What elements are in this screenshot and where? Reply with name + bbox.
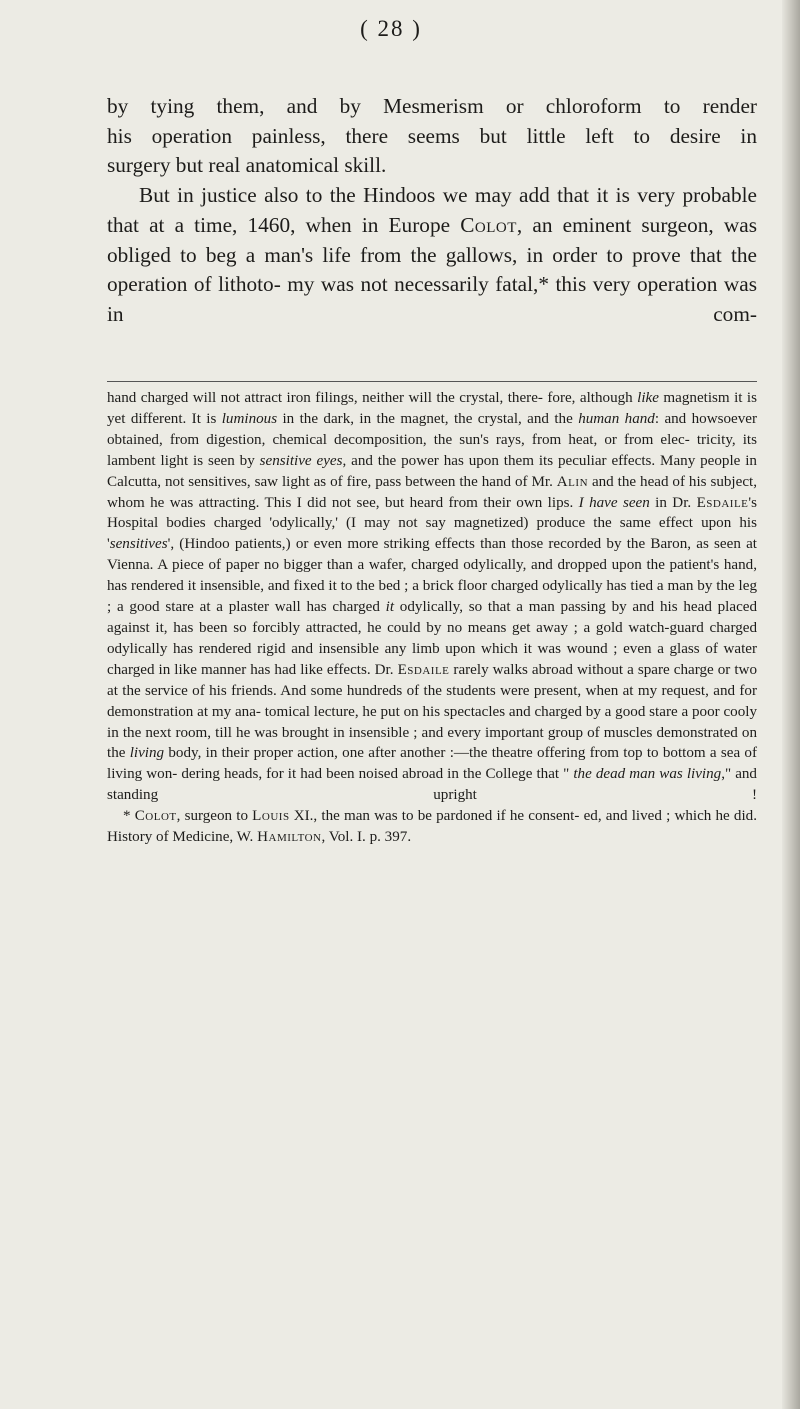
footnote-text: rarely walks abroad without a spare charge or two at the service of his friends. And some hundreds of the students were present, when at my request, and for demonstration at my ana- tomical lecture, he put on his spectacles and charged by a good stare a poor cooly in the next room, till he was brought in insensible ; and every important group of muscles demonstrated on the bbox=[107, 661, 757, 762]
main-text bbox=[107, 92, 757, 330]
footnote-text: magnetism it is yet different. It is bbox=[107, 390, 758, 427]
footnote-italic: the dead man was living bbox=[573, 766, 722, 783]
name-esdaile: Esdaile bbox=[696, 494, 749, 511]
name-hamilton: Hamilton bbox=[257, 829, 322, 846]
main-text-line: surgery but real anatomical skill. bbox=[107, 153, 387, 178]
footnote-italic: I have seen bbox=[578, 494, 650, 511]
footnote-italic: living bbox=[129, 745, 165, 762]
footnote-text: 's Hospital bodies charged 'odylically,' (I may not say magnetized) produce the same effect upon his ' bbox=[107, 494, 757, 553]
main-text-line: his operation painless, there seems but little left to desire in bbox=[107, 123, 757, 148]
name-louis: Louis bbox=[252, 808, 290, 825]
footnote-text: ', (Hindoo patients,) or even more striking effects than those recorded by the Baron, as seen at Vienna. A piece of paper no bigger than a wafer, charged odylically, and dropped upon the patient's hand, has rendered it insensible, and fixed it to the bed ; a brick floor charged odylically has tied a man by the leg ; a good stare at a plaster wall has charged bbox=[107, 536, 757, 616]
footnote-italic: like bbox=[637, 390, 659, 406]
page-edge-shadow bbox=[782, 0, 800, 1409]
footnote-italic: it bbox=[385, 599, 395, 616]
footnote-text: , Vol. I. p. 397. bbox=[321, 829, 412, 846]
name-esdaile: Esdaile bbox=[397, 661, 450, 678]
footnote-text: , and the power has upon them its peculiar effects. Many people in Calcutta, not sensitives, saw light as of fire, pass between the hand of Mr. bbox=[107, 452, 757, 490]
footnote-italic: luminous bbox=[221, 410, 278, 427]
name-colot: Colot bbox=[460, 212, 517, 237]
footnote-text: : and howsoever obtained, from digestion, chemical decomposition, the sun's rays, from heat, or from elec- tricity, its lambent light is seen by bbox=[107, 410, 758, 469]
footnote-text: in the dark, in the magnet, the crystal, and the bbox=[277, 410, 579, 427]
footnote-text: body, in their proper action, one after another :—the theatre offering from top to bottom a sea of living won- dering heads, for it had been noised abroad in the College that " bbox=[107, 745, 757, 783]
footnote-text: ," and standing upright ! bbox=[107, 766, 757, 804]
footnote-text: in Dr. bbox=[649, 494, 697, 511]
footnote-italic: sensitives bbox=[109, 536, 168, 553]
main-paragraph-2 bbox=[107, 181, 757, 330]
footnote-italic: human hand bbox=[578, 410, 655, 427]
name-alin: Alin bbox=[556, 473, 589, 490]
footnote-text: , surgeon to bbox=[176, 808, 253, 825]
paragraph-text: , an eminent surgeon, was obliged to beg a man's life from the gallows, in order to prove that the operation of lithoto- my was not necessarily fatal,* this very operation was in com- bbox=[107, 212, 758, 326]
page-number: ( 28 ) bbox=[360, 16, 422, 41]
footnote-mark: * bbox=[123, 808, 135, 825]
footnote-continued bbox=[107, 388, 757, 806]
footnote-text: and the head of his subject, whom he was attracting. This I did not see, but heard from their own lips. bbox=[107, 473, 757, 511]
footnotes bbox=[107, 388, 757, 848]
paragraph-text: But in justice also to the Hindoos we may add that it is very probable that at a time, 1460, when in Europe bbox=[107, 183, 757, 237]
footnote-divider bbox=[107, 381, 757, 382]
main-text-line: by tying them, and by Mesmerism or chloroform to render bbox=[107, 94, 757, 118]
name-colot: Colot bbox=[134, 808, 177, 825]
footnote-text: hand charged will not attract iron filings, neither will the crystal, there- fore, although bbox=[107, 390, 638, 406]
footnote-text: XI., the man was to be pardoned if he consent- ed, and lived ; which he did. History of Medicine, W. bbox=[107, 808, 757, 846]
footnote-italic: sensitive eyes bbox=[259, 452, 343, 469]
footnote-text: odylically, so that a man passing by and his head placed against it, has been so forcibly attracted, he could by no means get away ; a gold watch-guard charged odylically has rendered rigid and insensible any limb upon which it was wound ; even a glass of water charged in like manner has had like effects. Dr. bbox=[107, 599, 758, 678]
footnote-colot bbox=[107, 806, 757, 848]
